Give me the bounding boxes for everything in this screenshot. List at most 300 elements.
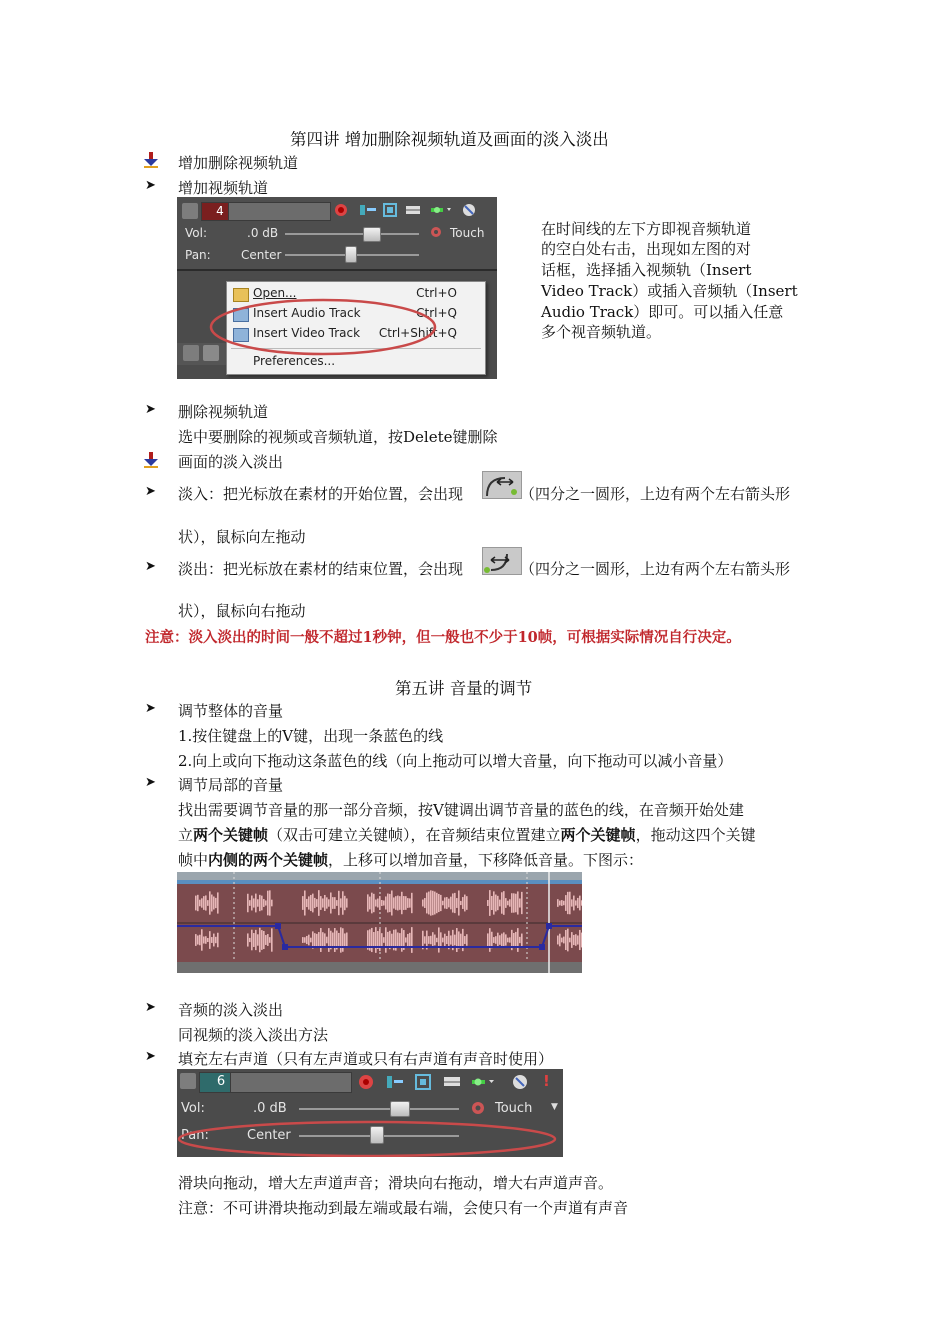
track-number: 6 [216,1074,226,1089]
waveform-sample [491,932,493,949]
waveform-sample [213,934,215,947]
vol-label: Vol: [181,1101,205,1116]
waveform-sample [511,893,513,913]
waveform-sample [205,895,207,910]
waveform-sample [251,930,253,951]
waveform-sample [389,894,391,912]
waveform-sample [405,896,407,910]
waveform-sample [438,894,440,912]
waveform-sample [436,938,438,942]
side-note-line-1: 在时间线的左下方即视音频轨道 [541,220,752,238]
waveform-sample [199,900,201,907]
waveform-sample [251,896,253,911]
waveform-sample [269,937,271,943]
waveform-sample [265,935,267,945]
arrowhead-bullet-icon: ➤ [145,775,156,790]
waveform-sample [334,928,336,952]
waveform-sample [466,896,468,910]
waveform-sample [571,932,573,948]
l5-item3-desc: 同视频的淡入淡出方法 [178,1026,329,1044]
waveform-sample [401,928,403,951]
waveform-sample [385,927,387,952]
waveform-sample [261,930,263,950]
waveform-sample [247,894,249,912]
waveform-sample [310,938,312,943]
waveform-sample [371,928,373,952]
waveform-sample [199,935,201,946]
pan-label: Pan: [181,1128,209,1143]
s1-item1: 增加视频轨道 [178,179,269,197]
waveform-sample [509,937,511,942]
pan-label: Pan: [185,248,211,262]
waveform-sample [263,899,265,907]
waveform-sample [409,898,411,907]
side-note-line-6: 多个视音频轨道。 [541,323,662,341]
waveform-sample [211,895,213,912]
fade-in-cursor-icon [482,471,522,499]
waveform-sample [259,895,261,911]
waveform-sample [567,892,569,914]
l5-item4-desc1: 滑块向拖动，增大左声道声音；滑块向右拖动，增大右声道声音。 [178,1174,614,1192]
waveform-sample [515,932,517,948]
waveform-sample [367,894,369,911]
waveform-sample [263,931,265,949]
l5-item1-step2: 2.向上或向下拖动这条蓝色的线（向上拖动可以增大音量，向下拖动可以减小音量） [178,752,733,770]
waveform-sample [375,900,377,907]
waveform-sample [344,896,346,910]
arrowhead-bullet-icon: ➤ [145,559,156,574]
waveform-sample [201,898,203,907]
waveform-sample [304,890,306,915]
waveform-sample [434,892,436,915]
waveform-sample [464,936,466,944]
fadein-text-a: 淡入：把光标放在素材的开始位置，会出现 [178,485,464,503]
waveform-sample [561,938,563,943]
waveform-sample [302,896,304,910]
waveform-sample [448,899,450,908]
arrowhead-bullet-icon: ➤ [145,1000,156,1015]
waveform-sample [310,895,312,911]
waveform-sample [203,896,205,910]
waveform-sample [565,930,567,950]
menu-item-insert-video-track[interactable]: Insert Video Track Ctrl+Shift+Q [233,326,477,344]
waveform-sample [209,931,211,949]
warning-note: 注意：淡入淡出的时间一般不超过1秒钟，但一般也不少于10帧，可根据实际情况自行决定。 [145,629,741,646]
waveform-sample [466,934,468,946]
waveform-sample [444,897,446,908]
waveform-sample [253,898,255,907]
fade-out-cursor-icon [482,547,522,575]
waveform-sample [505,898,507,908]
waveform-sample [340,927,342,952]
waveform-sample [456,898,458,908]
waveform-sample [201,929,203,950]
waveform-sample [519,937,521,943]
waveform-sample [515,894,517,913]
waveform-sample [383,937,385,943]
waveform-sample [503,891,505,915]
waveform-sample [306,899,308,907]
waveform-sample [501,934,503,947]
waveform-sample [342,891,344,914]
l5-item3: 音频的淡入淡出 [178,1001,284,1019]
chevron-down-icon[interactable]: ▼ [551,1102,558,1112]
arrowhead-bullet-icon: ➤ [145,701,156,716]
s1-item2: 删除视频轨道 [178,403,269,421]
waveform-sample [328,899,330,906]
waveform-sample [567,929,569,952]
waveform-sample [257,899,259,906]
waveform-sample [215,937,217,943]
warning-icon: ! [543,1072,550,1090]
waveform-sample [579,896,581,911]
waveform-sample [312,894,314,913]
waveform-sample [403,896,405,910]
waveform-sample [491,896,493,910]
waveform-sample [571,899,573,906]
touch-label[interactable]: Touch [450,226,485,240]
waveform-sample [487,900,489,906]
waveform-sample [501,892,503,913]
l5-item1-step1: 1.按住键盘上的V键，出现一条蓝色的线 [178,727,444,745]
waveform-sample [513,933,515,947]
waveform-sample [450,935,452,944]
waveform-sample [336,900,338,906]
waveform-sample [426,893,428,914]
waveform-sample [497,933,499,948]
waveform-sample [411,927,413,953]
vol-value: .0 dB [247,226,279,240]
l5-item4-desc2: 注意：不可讲滑块拖动到最左端或最右端，会使只有一个声道有声音 [178,1199,629,1217]
waveform-sample [387,894,389,913]
waveform-sample [450,897,452,910]
waveform-sample [573,896,575,911]
waveform-sample [428,892,430,915]
waveform-sample [320,928,322,952]
waveform-sample [340,898,342,907]
waveform-sample [438,927,440,952]
waveform-sample [373,894,375,912]
waveform-sample [563,937,565,944]
vol-value: .0 dB [253,1101,287,1116]
waveform-sample [314,898,316,908]
waveform-sample [381,900,383,906]
waveform-sample [577,898,579,908]
waveform-sample [373,932,375,948]
waveform-sample [207,938,209,942]
waveform-sample [249,900,251,906]
waveform-sample [507,901,509,906]
vol-label: Vol: [185,226,207,240]
waveform-sample [257,934,259,945]
waveform-sample [462,897,464,909]
pan-value: Center [241,248,282,262]
waveform-sample [575,900,577,905]
waveform-sample [377,899,379,908]
waveform-sample [338,933,340,947]
waveform-sample [487,933,489,946]
waveform-sample [519,898,521,907]
waveform-sample [489,928,491,952]
waveform-sample [302,937,304,943]
waveform-sample [383,900,385,905]
waveform-sample [326,897,328,908]
l5-item2-line3: 帧中内侧的两个关键帧，上移可以增加音量，下移降低音量。下图示： [178,851,644,869]
waveform-sample [517,891,519,914]
waveform-sample [557,899,559,907]
waveform-sample [195,934,197,946]
s2-heading: 画面的淡入淡出 [178,453,284,471]
waveform-sample [346,898,348,907]
waveform-sample [517,928,519,952]
waveform-sample [205,936,207,944]
waveform-sample [316,934,318,946]
waveform-sample [247,933,249,946]
side-note-line-2: 的空白处右击，出现如左图的对 [541,240,752,258]
highlight-ellipse [177,1069,563,1157]
waveform-sample [495,895,497,912]
side-note-line-3: 话框，选择插入视频轨（Insert [541,261,752,279]
waveform-sample [399,933,401,947]
waveform-sample [330,892,332,913]
waveform-sample [267,891,269,916]
waveform-sample [557,936,559,945]
waveform-sample [569,892,571,915]
waveform-sample [304,937,306,943]
arrowhead-bullet-icon: ➤ [145,484,156,499]
waveform-sample [334,897,336,909]
waveform-sample [495,936,497,944]
track-header-screenshot-2 [177,1069,563,1157]
waveform-sample [499,935,501,945]
waveform-sample [424,898,426,908]
audio-waveform-screenshot [177,872,582,973]
waveform-sample [452,893,454,912]
side-note-line-4: Video Track）或插入音频轨（Insert [541,282,798,300]
waveform-sample [579,930,581,950]
waveform-sample [464,895,466,912]
waveform-sample [521,934,523,947]
waveform-sample [342,928,344,951]
waveform-graphic [177,872,582,973]
waveform-sample [581,900,582,905]
waveform-sample [440,895,442,911]
track-header-screenshot [177,197,497,379]
waveform-sample [493,937,495,943]
s1-item2-desc: 选中要删除的视频或音频轨道，按Delete键删除 [178,428,498,446]
l5-item1: 调节整体的音量 [178,702,284,720]
lecture5-title: 第五讲 音量的调节 [395,679,533,698]
waveform-sample [561,900,563,906]
waveform-sample [197,895,199,911]
waveform-sample [326,937,328,944]
waveform-sample [265,900,267,905]
highlight-ellipse [177,197,497,379]
waveform-sample [559,934,561,947]
waveform-sample [454,893,456,913]
waveform-sample [559,901,561,906]
waveform-sample [569,938,571,943]
waveform-sample [328,928,330,952]
waveform-sample [346,933,348,948]
waveform-sample [503,932,505,947]
waveform-sample [577,935,579,944]
waveform-sample [379,896,381,910]
waveform-sample [211,937,213,943]
lecture4-title: 第四讲 增加删除视频轨道及画面的淡入淡出 [290,130,609,149]
waveform-sample [563,901,565,905]
waveform-sample [405,937,407,942]
waveform-sample [397,896,399,911]
waveform-sample [324,895,326,911]
waveform-sample [324,933,326,946]
waveform-sample [391,934,393,947]
waveform-sample [460,901,462,905]
fadeout-text-c: 状），鼠标向右拖动 [178,602,306,620]
pan-value: Center [247,1128,291,1143]
waveform-sample [489,890,491,916]
waveform-sample [507,938,509,943]
waveform-sample [422,900,424,907]
menu-item-open[interactable]: Open... Ctrl+O [233,286,477,304]
waveform-sample [332,933,334,948]
waveform-sample [407,934,409,946]
waveform-sample [432,891,434,915]
waveform-sample [505,934,507,945]
side-note-line-5: Audio Track）即可。可以插入任意 [541,303,784,321]
arrowhead-bullet-icon: ➤ [145,402,156,417]
waveform-sample [397,932,399,947]
waveform-sample [581,933,582,948]
waveform-sample [269,890,271,915]
waveform-sample [385,896,387,909]
waveform-sample [318,932,320,948]
menu-item-insert-audio-track[interactable]: Insert Audio Track Ctrl+Q [233,306,477,324]
fadeout-text-a: 淡出：把光标放在素材的结束位置，会出现 [178,560,464,578]
waveform-sample [375,927,377,953]
waveform-sample [436,893,438,913]
waveform-sample [401,892,403,914]
l5-item2-line1: 找出需要调节音量的那一部分音频，按V键调出调节音量的蓝色的线，在音频开始处建 [178,801,744,819]
waveform-sample [499,900,501,907]
waveform-sample [432,932,434,948]
waveform-sample [521,892,523,914]
waveform-sample [393,897,395,908]
waveform-sample [371,893,373,914]
menu-item-preferences[interactable]: Preferences... [253,354,336,368]
waveform-sample [381,933,383,947]
waveform-sample [318,890,320,916]
waveform-sample [308,935,310,946]
waveform-sample [344,933,346,946]
waveform-sample [440,932,442,947]
waveform-sample [442,901,444,906]
arrowhead-bullet-icon: ➤ [145,1049,156,1064]
fadein-text-c: 状），鼠标向左拖动 [178,528,306,546]
waveform-sample [253,933,255,947]
waveform-sample [203,936,205,943]
waveform-sample [460,934,462,947]
waveform-sample [209,891,211,914]
waveform-sample [369,897,371,910]
waveform-sample [271,928,273,951]
waveform-sample [255,894,257,913]
waveform-sample [424,936,426,943]
waveform-sample [207,900,209,906]
waveform-sample [458,890,460,915]
arrowhead-bullet-icon: ➤ [145,178,156,193]
touch-label[interactable]: Touch [495,1101,533,1116]
waveform-sample [249,938,251,942]
waveform-sample [267,934,269,946]
waveform-sample [407,898,409,908]
waveform-sample [316,899,318,907]
waveform-sample [430,890,432,915]
waveform-sample [197,935,199,944]
waveform-sample [573,935,575,945]
l5-item2: 调节局部的音量 [178,776,284,794]
waveform-sample [314,933,316,947]
waveform-sample [497,896,499,910]
waveform-sample [255,930,257,950]
waveform-sample [308,896,310,909]
track-number: 4 [216,204,224,218]
waveform-sample [565,895,567,911]
waveform-sample [195,896,197,911]
waveform-sample [399,896,401,910]
waveform-sample [509,899,511,906]
waveform-sample [322,932,324,948]
waveform-sample [442,938,444,943]
waveform-sample [217,892,219,913]
waveform-sample [493,891,495,914]
waveform-sample [215,898,217,908]
waveform-sample [428,936,430,944]
waveform-sample [446,897,448,909]
waveform-sample [444,934,446,947]
waveform-sample [261,896,263,911]
waveform-sample [306,936,308,944]
waveform-sample [446,936,448,944]
arrow-down-icon [143,152,159,172]
waveform-sample [575,934,577,946]
arrow-down-icon [143,452,159,472]
waveform-sample [271,900,273,907]
waveform-sample [332,897,334,909]
waveform-sample [409,933,411,947]
waveform-sample [513,893,515,912]
waveform-sample [320,896,322,910]
waveform-sample [387,932,389,948]
fadein-text-b: （四分之一圆形，上边有两个左右箭头形 [520,485,791,503]
fadeout-text-b: （四分之一圆形，上边有两个左右箭头形 [520,560,791,578]
waveform-sample [434,935,436,946]
waveform-sample [395,896,397,910]
waveform-sample [213,896,215,909]
waveform-sample [456,928,458,952]
waveform-sample [411,893,413,913]
waveform-sample [430,936,432,944]
waveform-sample [259,928,261,952]
s1-heading: 增加删除视频轨道 [178,154,299,172]
waveform-sample [217,933,219,948]
waveform-sample [391,890,393,915]
l5-item4: 填充左右声道（只有左声道或只有右声道有声音时使用） [178,1050,554,1068]
waveform-sample [338,891,340,915]
waveform-sample [454,935,456,946]
l5-item2-line2: 立两个关键帧（双击可建立关键帧），在音频结束位置建立两个关键帧，拖动这四个关键 [178,826,756,844]
waveform-sample [322,898,324,907]
